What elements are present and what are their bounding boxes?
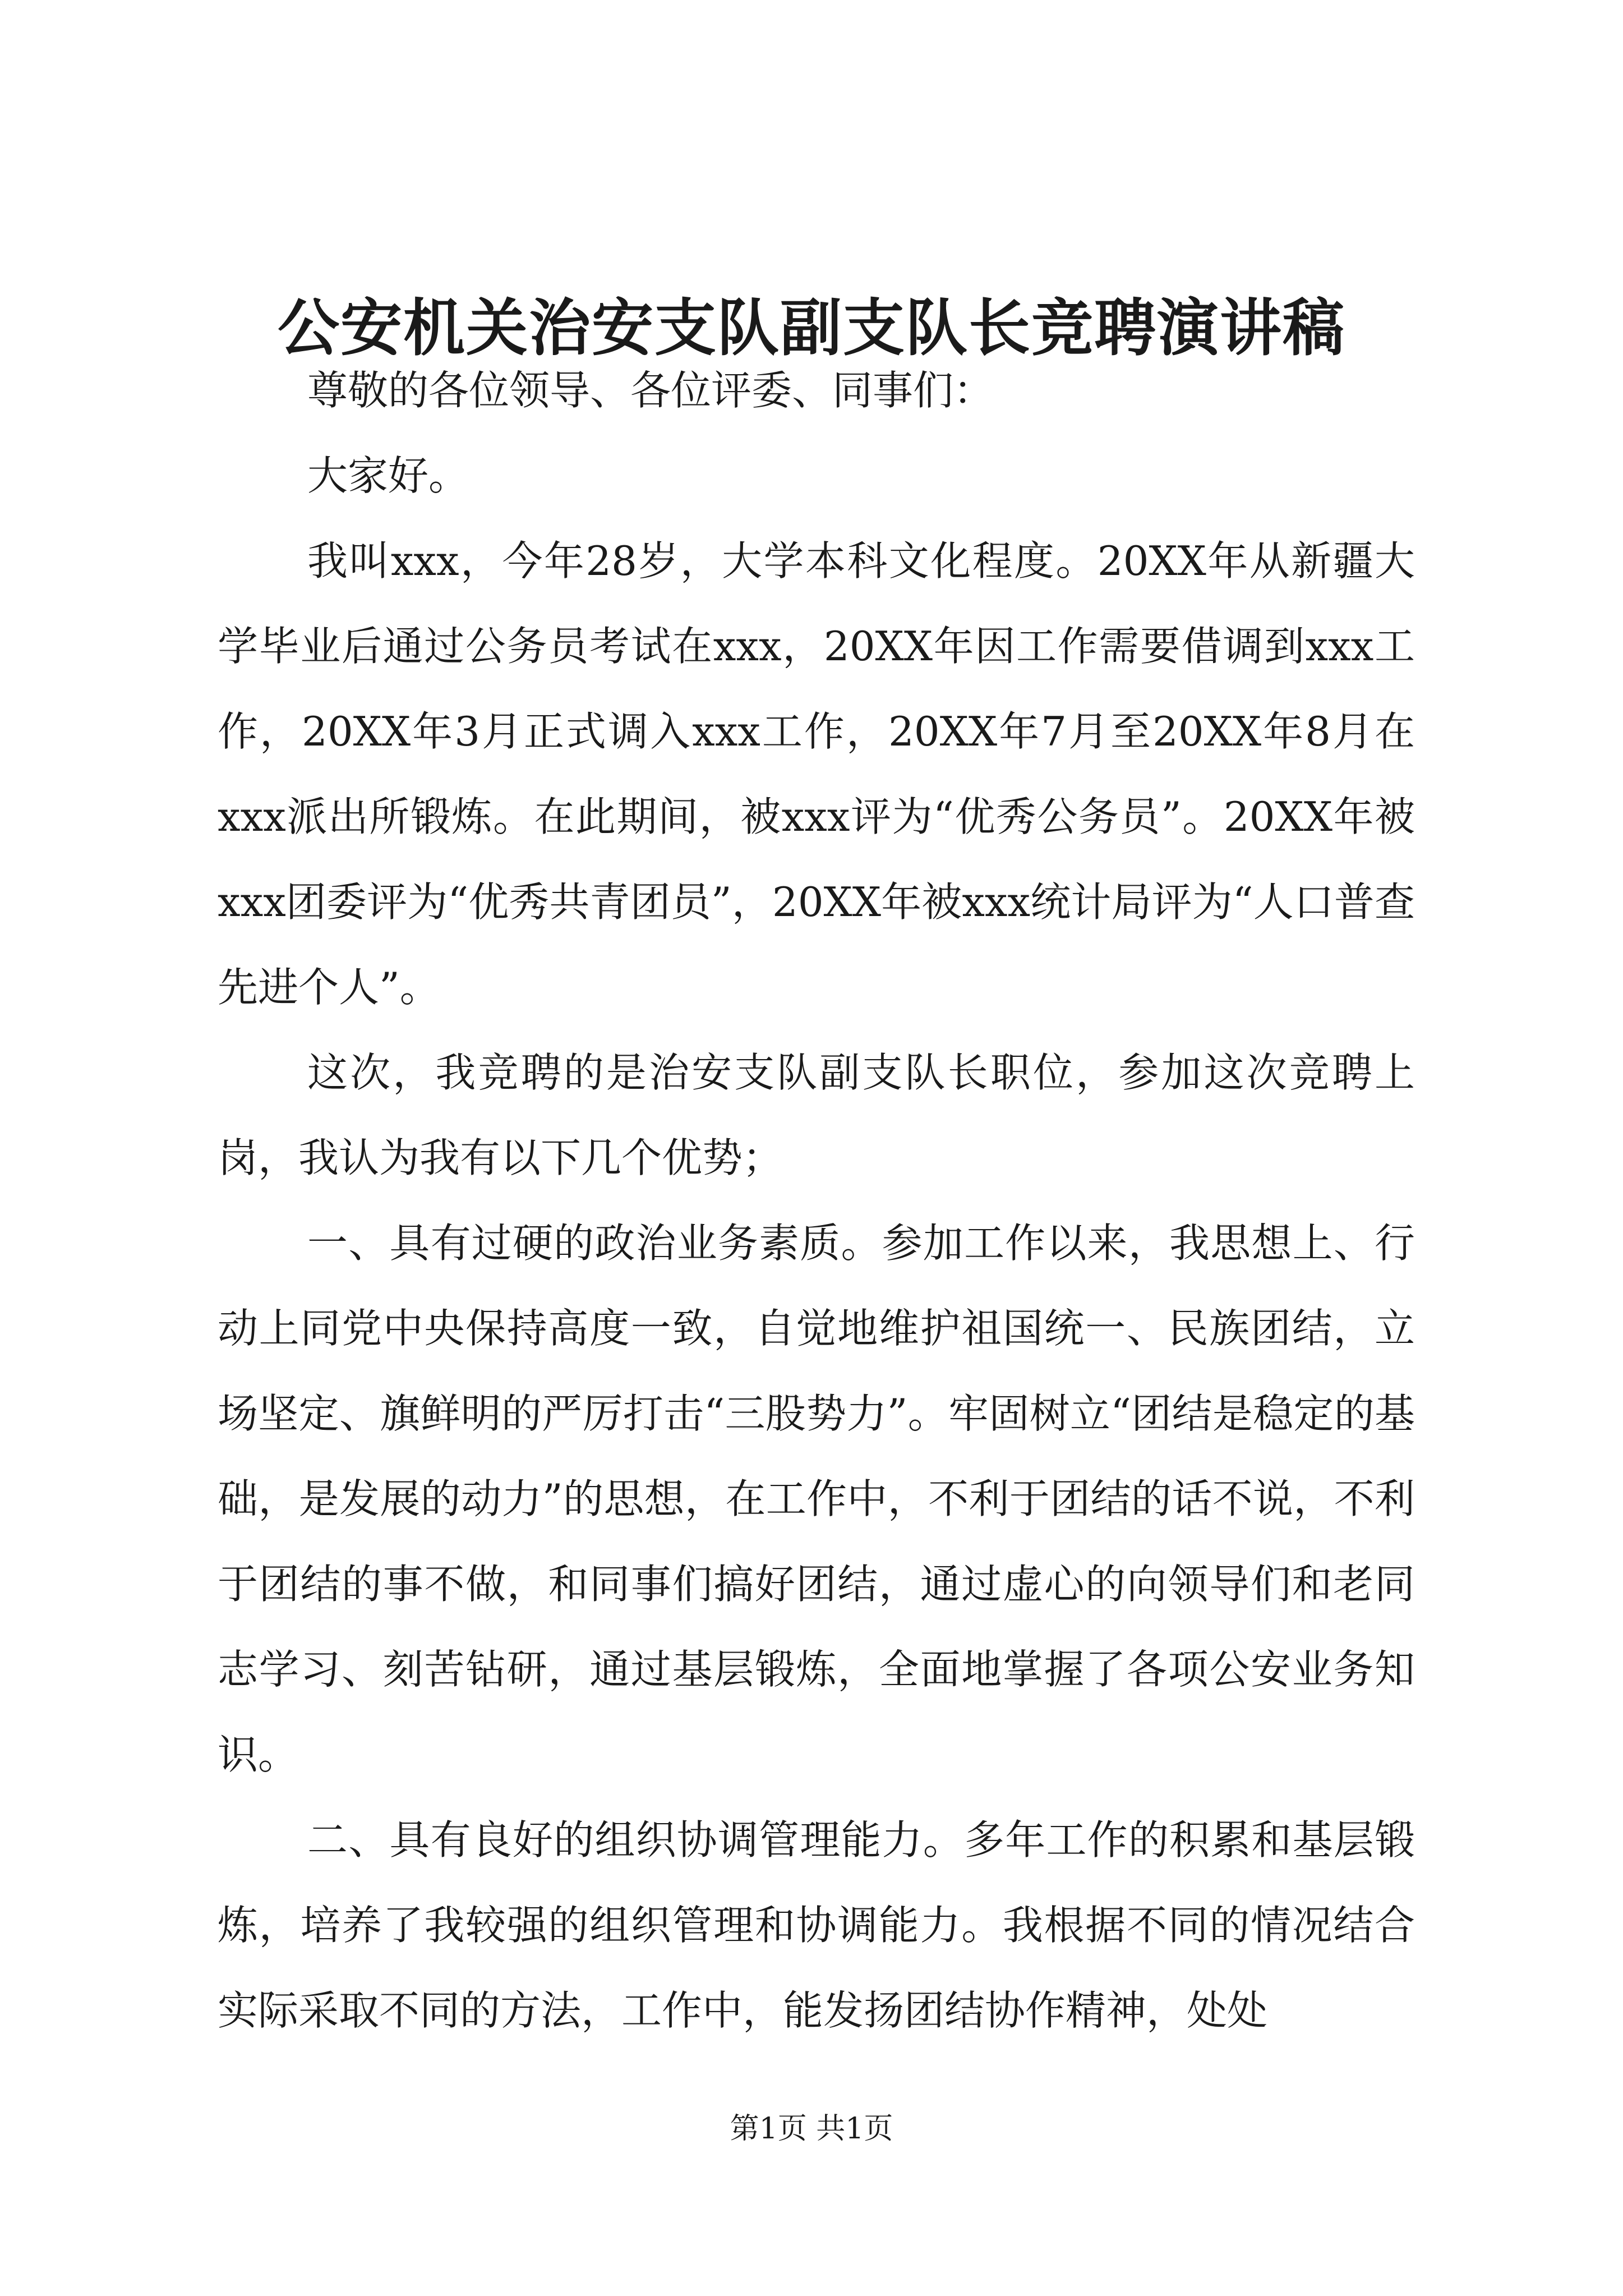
advantage-two-paragraph: 二、具有良好的组织协调管理能力。多年工作的积累和基层锻炼，培养了我较强的组织管理和协调能力。我根据不同的情况结合实际采取不同的方法，工作中，能发扬团结协作精神，处处 — [218, 1816, 1415, 2034]
position-paragraph: 这次，我竞聘的是治安支队副支队长职位，参加这次竞聘上岗，我认为我有以下几个优势； — [218, 1049, 1415, 1181]
greeting-paragraph: 大家好。 — [307, 452, 469, 499]
document-body — [218, 348, 1415, 2053]
advantage-one-paragraph: 一、具有过硬的政治业务素质。参加工作以来，我思想上、行动上同党中央保持高度一致，自觉地维护祖国统一、民族团结，立场坚定、旗鲜明的严厉打击“三股势力”。牢固树立“团结是稳定的基础，是发展的动力”的思想，在工作中，不利于团结的话不说，不利于团结的事不做，和同事们搞好团结，通过虚心的向领导们和老同志学习、刻苦钻研，通过基层锻炼，全面地掌握了各项公安业务知识。 — [218, 1220, 1415, 1778]
salutation-paragraph: 尊敬的各位领导、各位评委、同事们： — [307, 367, 994, 414]
page-number-footer: 第1页 共1页 — [730, 2112, 893, 2146]
document-title: 公安机关治安支队副支队长竞聘演讲稿 — [278, 292, 1345, 364]
self-introduction-paragraph: 我叫xxx，今年28岁，大学本科文化程度。20XX年从新疆大学毕业后通过公务员考试在xxx，20XX年因工作需要借调到xxx工作，20XX年3月正式调入xxx工作，20XX年7月至20XX年8月在xxx派出所锻炼。在此期间，被xxx评为“优秀公务员”。20XX年被xxx团委评为“优秀共青团员”，20XX年被xxx统计局评为“人口普查先进个人”。 — [218, 537, 1415, 1011]
